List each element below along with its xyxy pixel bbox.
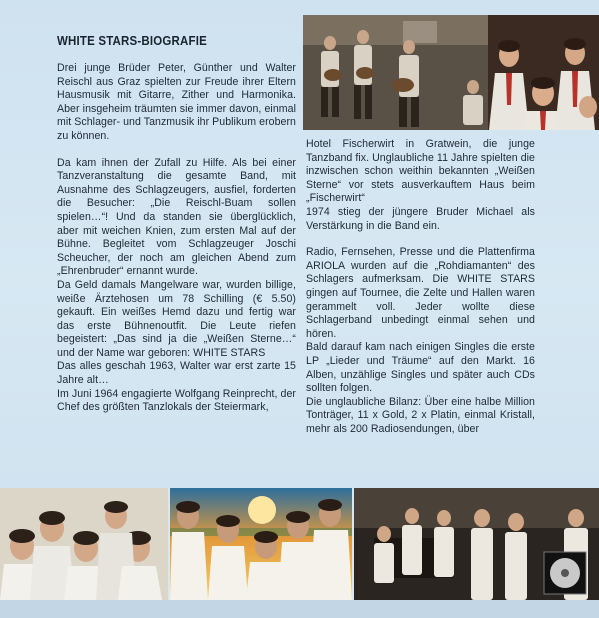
paragraph: Hotel Fischerwirt in Gratwein, die junge Tanzband fix. Unglaubliche 11 Jahre spielten die inzwischen schon weithin bekannten „Weißen Sterne“ vor stets ausverkauftem Haus beim „Fischerwirt“ [306,138,535,205]
paragraph: Da Geld damals Mangelware war, wurden billige, weiße Ärztehosen um 78 Schilling (€ 5.50) gekauft. Ein weißes Hemd dazu und fertig war das erste Bühnenoutfit. Die Leute riefen begeistert: „Das sind ja die „Weißen Sterne…“ und der Name war geboren: WHITE STARS [57,278,296,359]
paragraph: 1974 stieg der jüngere Bruder Michael als Verstärkung in die Band ein. [306,205,535,232]
band-group-photo-1 [0,488,168,600]
page-title: WHITE STARS-BIOGRAFIE [57,34,207,48]
paragraph: Drei junge Brüder Peter, Günther und Walter Reischl aus Graz spielten zur Freude ihrer Eltern Hausmusik mit Gitarre, Zither und Harmonika. Aber insgeheim träumten sie immer davon, einmal mit Schlager- und Tanzmusik ihr Publikum erobern zu können. [57,62,296,142]
paragraph: Die unglaubliche Bilanz: Über eine halbe Million Tonträger, 11 x Gold, 2 x Platin, einmal Kristall, mehr als 200 Radiosendungen, über [306,395,535,435]
paragraph: Im Juni 1964 engagierte Wolfgang Reinprecht, der Chef des größten Tanzlokals der Steiermark, [57,387,296,414]
paragraph: Das alles geschah 1963, Walter war erst zarte 15 Jahre alt… [57,360,296,387]
band-sunset-photo [170,488,352,600]
paragraph: Bald darauf kam nach einigen Singles die erste LP „Lieder und Träume“ auf den Markt. 16 Alben, unzählige Singles und später auch CDs sollten folgen. [306,341,535,395]
left-text-column [57,62,296,415]
band-award-photo [354,488,599,600]
paragraph: Da kam ihnen der Zufall zu Hilfe. Als bei einer Tanzveranstaltung die gesamte Band, mit Ausnahme des Schlagzeugers, ausfiel, forderten die Besucher: „Die Reischl-Buam sollen spielen…“! Und da standen sie überglücklich, aber mit weichen Knien, zum ersten Mal auf der Bühne. Begleitet vom Schlagzeuger Joschi Scheucher, der noch am gleichen Abend zum „Ehrenbruder“ ernannt wurde. [57,156,296,278]
paragraph: Radio, Fernsehen, Presse und die Plattenfirma ARIOLA wurden auf die „Rohdiamanten“ des Schlagers aufmerksam. Die WHITE STARS gingen auf Tournee, die Zelte und Hallen waren gerammelt voll. Jeder wollte diese Schlagerband unbedingt einmal sehen und hören. [306,246,535,340]
bottom-band [0,600,599,618]
right-text-column [306,138,535,436]
band-stage-photo [303,15,599,130]
